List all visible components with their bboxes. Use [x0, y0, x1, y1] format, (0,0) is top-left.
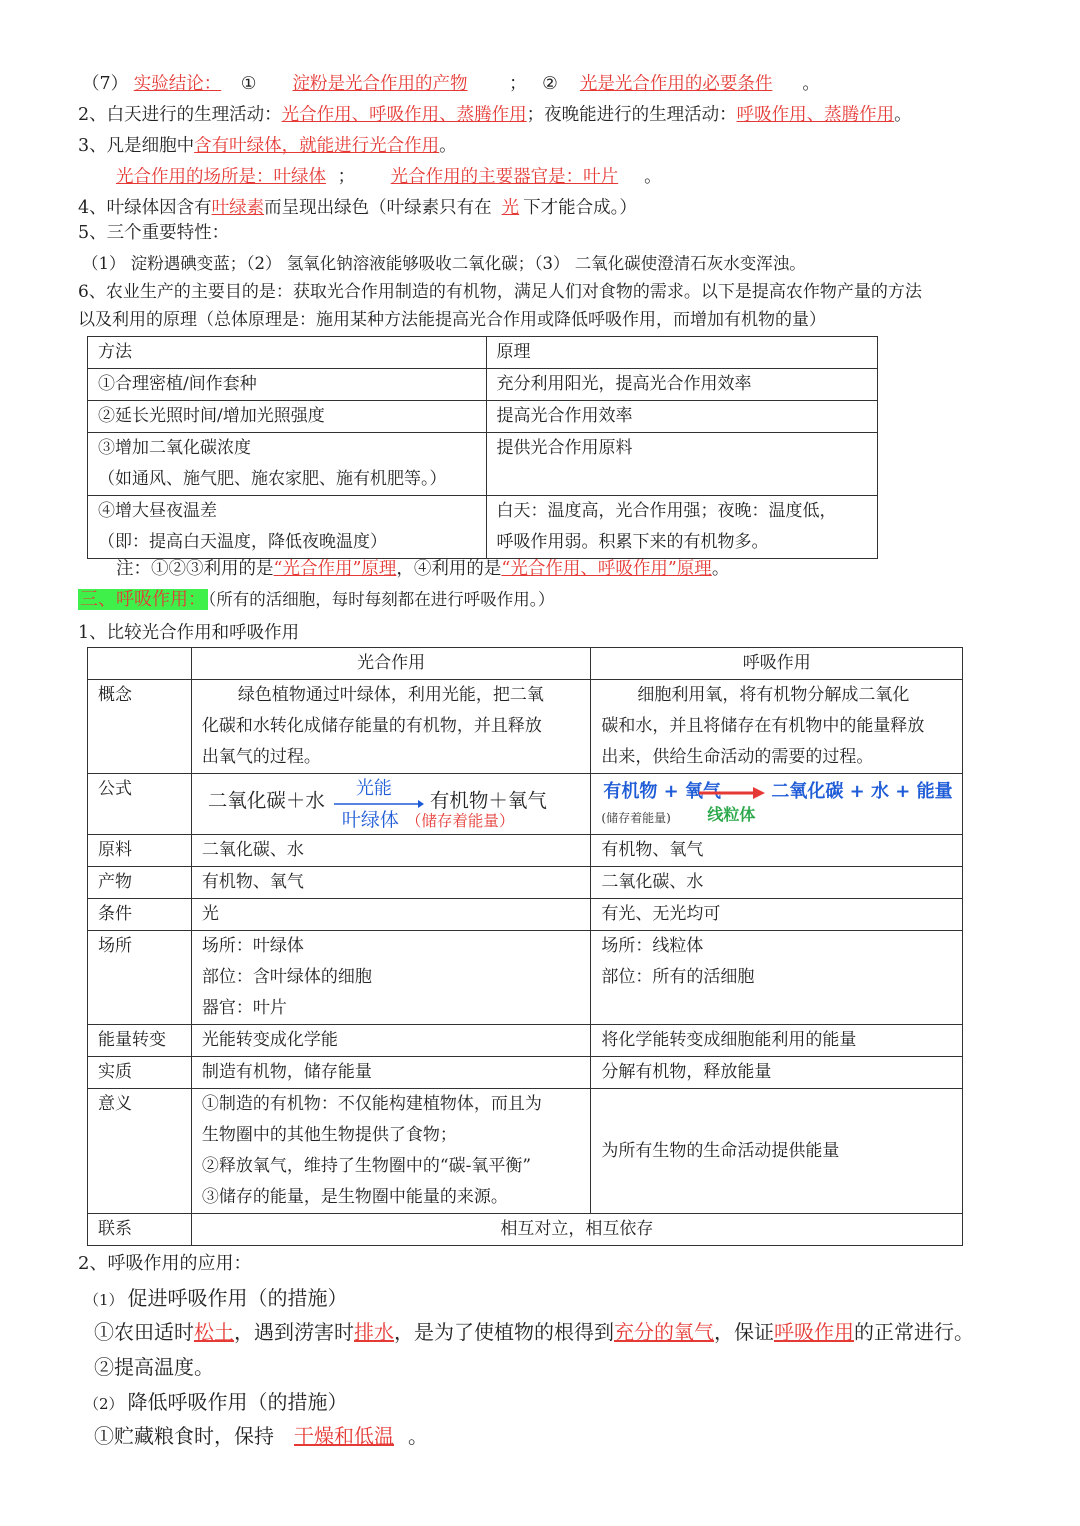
cell-line: 化碳和水转化成储存能量的有机物，并且释放 — [201, 716, 542, 736]
cell-line: 绿色植物通过叶绿体，利用光能，把二氧 — [237, 685, 544, 705]
table-row — [88, 1057, 963, 1089]
table-row — [88, 899, 963, 931]
conclusion-answer-2: 光是光合作用的必要条件 — [579, 74, 773, 94]
table-cell: 充分利用阳光，提高光合作用效率 — [486, 369, 878, 401]
note-answer-b: “光合作用、呼吸作用”原理 — [501, 559, 712, 579]
item-3-sub — [116, 165, 662, 189]
header-respiration: 呼吸作用 — [591, 648, 963, 680]
apps-part-1-num: （1） — [84, 1291, 124, 1309]
table-row — [88, 369, 878, 401]
apps-part-2-num: （2） — [84, 1395, 124, 1413]
table-cell: 二氧化碳、水 — [191, 835, 591, 867]
cell-line: ③储存的能量，是生物圈中能量的来源。 — [201, 1187, 508, 1207]
table-cell: 光 — [191, 899, 591, 931]
table-cell: ①合理密植/间作套种 — [88, 369, 487, 401]
apps-text: ，是为了使植物的根得到 — [394, 1320, 614, 1344]
formula-p-condition: 光能 — [355, 778, 392, 799]
item-4-end: 下才能合成。） — [523, 198, 637, 218]
table-cell: 为所有生物的生命活动提供能量 — [591, 1089, 963, 1214]
item-3-place: 光合作用的场所是：叶绿体 — [116, 167, 326, 187]
row-label-essence: 实质 — [88, 1057, 192, 1089]
apps-answer-oxygen: 充分的氧气 — [614, 1320, 714, 1344]
cell-line: 白天：温度高，光合作用强；夜晚：温度低， — [496, 501, 837, 521]
compare-title: 1、比较光合作用和呼吸作用 — [78, 623, 300, 643]
table-cell: 提供光合作用原料 — [486, 433, 878, 496]
row-label-energy: 能量转变 — [88, 1025, 192, 1057]
apps-text: ①贮藏粮食时，保持 — [94, 1424, 274, 1448]
cell-line: 碳和水，并且将储存在有机物中的能量释放 — [601, 716, 925, 736]
row-label-conditions: 条件 — [88, 899, 192, 931]
apps-answer-drain: 排水 — [354, 1320, 394, 1344]
item-6-text-1: 6、农业生产的主要目的是：获取光合作用制造的有机物，满足人们对食物的需求。以下是提高农作物产量的方法 — [78, 282, 922, 302]
item-2-answer-a: 光合作用、呼吸作用、蒸腾作用 — [281, 105, 527, 125]
cell-line: 细胞利用氧，将有机物分解成二氧化 — [637, 685, 910, 705]
conclusion-label: 实验结论： — [133, 74, 222, 94]
table-row — [88, 867, 963, 899]
table-cell: 分解有机物，释放能量 — [591, 1057, 963, 1089]
apps-text: ，保证 — [714, 1320, 774, 1344]
item-5-sub — [82, 252, 806, 276]
item-4-answer-a: 叶绿素 — [211, 198, 265, 218]
table-cell: 光能转变成化学能 — [191, 1025, 591, 1057]
item-3 — [78, 134, 457, 158]
conclusion-answer-1: 淀粉是光合作用的产物 — [292, 74, 468, 94]
conclusion-line — [82, 72, 820, 96]
table-row — [88, 1214, 963, 1246]
table-header-method: 方法 — [88, 337, 487, 369]
formula-p-site: 叶绿体 — [341, 809, 399, 831]
item-3-text: 3、凡是细胞中 — [78, 136, 195, 156]
table-row — [88, 931, 963, 1025]
conclusion-end: 。 — [802, 74, 820, 94]
item-4 — [78, 196, 637, 220]
header-photosynthesis: 光合作用 — [191, 648, 591, 680]
conclusion-prefix: （7） — [82, 74, 129, 94]
apps-line-1 — [94, 1319, 974, 1345]
table-row — [88, 337, 878, 369]
apps-text: 的正常进行。 — [854, 1320, 974, 1344]
note-mid: ，④利用的是 — [396, 559, 502, 579]
table-row — [88, 401, 878, 433]
cell-line: ③增加二氧化碳浓度 — [98, 438, 251, 458]
cell-line: 出氧气的过程。 — [201, 747, 321, 767]
apps-heading — [78, 1252, 251, 1276]
table-cell: 制造有机物，储存能量 — [191, 1057, 591, 1089]
table-cell — [191, 1089, 591, 1214]
item-3-organ: 光合作用的主要器官是：叶片 — [390, 167, 619, 187]
cell-line: 场所：叶绿体 — [201, 936, 304, 956]
row-label-materials: 原料 — [88, 835, 192, 867]
cell-line: 生物圈中的其他生物提供了食物； — [201, 1125, 457, 1145]
row-label-meaning: 意义 — [88, 1089, 192, 1214]
item-2-mid: ；夜晚能进行的生理活动： — [526, 105, 737, 125]
row-label-concept: 概念 — [88, 680, 192, 774]
apps-answer-respiration: 呼吸作用 — [774, 1320, 854, 1344]
item-3-sep: ； — [337, 167, 356, 187]
table-cell — [591, 931, 963, 1025]
row-label-formula: 公式 — [88, 774, 192, 835]
item-2-answer-b: 呼吸作用、蒸腾作用 — [736, 105, 895, 125]
cell-line: （如通风、施气肥、施农家肥、施有机肥等。） — [98, 469, 447, 489]
table-cell: 提高光合作用效率 — [486, 401, 878, 433]
item-5 — [78, 221, 229, 245]
item-4-text: 4、叶绿体因含有 — [78, 198, 212, 218]
cell-line: ①制造的有机物：不仅能构建植物体，而且为 — [201, 1094, 542, 1114]
apps-part-2 — [84, 1389, 348, 1417]
arrow-icon — [699, 786, 765, 800]
apps-part-1 — [84, 1285, 348, 1313]
table-cell: 有机物、氧气 — [591, 835, 963, 867]
item-6-line-2 — [78, 308, 826, 332]
table-row — [88, 433, 878, 496]
note-text: 注：①②③利用的是 — [116, 559, 274, 579]
table-cell: ②延长光照时间/增加光照强度 — [88, 401, 487, 433]
note-end: 。 — [711, 559, 730, 579]
formula-p-reactants: 二氧化碳＋水 — [207, 789, 325, 812]
item-6-text-2: 以及利用的原理（总体原理是：施用某种方法能提高光合作用或降低呼吸作用，而增加有机物的量） — [78, 310, 826, 330]
compare-heading — [78, 621, 299, 645]
item-2-end: 。 — [894, 105, 912, 125]
item-5-properties: （1） 淀粉遇碘变蓝；（2） 氢氧化钠溶液能够吸收二氧化碳；（3） 二氧化碳使澄清石灰水变浑浊。 — [82, 254, 806, 273]
table-row — [88, 835, 963, 867]
item-3-answer: 含有叶绿体，就能进行光合作用 — [194, 136, 440, 156]
cell-line: 部位：含叶绿体的细胞 — [201, 967, 372, 987]
table-cell — [191, 931, 591, 1025]
table-cell: 有光、无光均可 — [591, 899, 963, 931]
table-header-principle: 原理 — [486, 337, 878, 369]
conclusion-num-2: ② — [542, 74, 558, 94]
section-3-heading — [78, 588, 555, 612]
table-row — [88, 1089, 963, 1214]
cell-line: 器官：叶片 — [201, 998, 287, 1018]
section-3-desc: （所有的活细胞，每时每刻都在进行呼吸作用。） — [208, 590, 555, 609]
cell-line: ②释放氧气，维持了生物圈中的“碳-氧平衡” — [201, 1156, 532, 1176]
apps-text: ，遇到涝害时 — [234, 1320, 354, 1344]
formula-r-site: 线粒体 — [707, 805, 756, 824]
cell-line: （即：提高白天温度，降低夜晚温度） — [98, 532, 387, 552]
item-5-text: 5、三个重要特性： — [78, 223, 230, 243]
apps-text: ②提高温度。 — [94, 1355, 214, 1379]
table-cell: 二氧化碳、水 — [591, 867, 963, 899]
compare-table — [87, 647, 963, 1246]
apps-text: 。 — [408, 1424, 428, 1448]
item-2-text: 2、白天进行的生理活动： — [78, 105, 282, 125]
apps-line-2 — [94, 1354, 214, 1380]
apps-answer-storage: 干燥和低温 — [294, 1424, 394, 1448]
item-6-line-1 — [78, 280, 922, 304]
formula-r-note: (储存着能量) — [601, 811, 671, 825]
cell-line: 呼吸作用弱。积累下来的有机物多。 — [496, 532, 769, 552]
cell-line: 场所：线粒体 — [601, 936, 704, 956]
concept-photosynthesis — [191, 680, 591, 774]
apps-part-2-title: 降低呼吸作用（的措施） — [127, 1390, 348, 1414]
table-cell — [486, 496, 878, 559]
item-2 — [78, 103, 912, 127]
table-cell — [88, 648, 192, 680]
formula-respiration — [591, 774, 963, 835]
apps-title: 2、呼吸作用的应用： — [78, 1253, 252, 1274]
table-row — [88, 1025, 963, 1057]
formula-p-products: 有机物＋氧气 — [429, 789, 547, 812]
formula-r-products: 二氧化碳 + 水 + 能量 — [771, 781, 953, 802]
table-row — [88, 648, 963, 680]
item-4-answer-b: 光 — [501, 198, 520, 218]
apps-text: ①农田适时 — [94, 1320, 194, 1344]
cell-line: 部位：所有的活细胞 — [601, 967, 755, 987]
methods-table — [87, 336, 878, 559]
concept-respiration — [591, 680, 963, 774]
note-line — [116, 557, 729, 581]
table-cell: 相互对立，相互依存 — [191, 1214, 962, 1246]
cell-line: ④增大昼夜温差 — [98, 501, 217, 521]
apps-line-3 — [94, 1423, 428, 1449]
item-3-end2: 。 — [644, 167, 662, 187]
item-3-end: 。 — [439, 136, 457, 156]
formula-photosynthesis — [191, 774, 591, 835]
item-4-mid: 而呈现出绿色（叶绿素只有在 — [264, 198, 492, 218]
row-label-products: 产物 — [88, 867, 192, 899]
row-label-link: 联系 — [88, 1214, 192, 1246]
row-label-site: 场所 — [88, 931, 192, 1025]
table-cell: 有机物、氧气 — [191, 867, 591, 899]
table-cell — [88, 433, 487, 496]
table-row — [88, 496, 878, 559]
note-answer-a: “光合作用”原理 — [273, 559, 397, 579]
table-row — [88, 680, 963, 774]
formula-p-note: （储存着能量） — [405, 812, 515, 830]
table-row — [88, 774, 963, 835]
table-cell: 将化学能转变成细胞能利用的能量 — [591, 1025, 963, 1057]
table-cell — [88, 496, 487, 559]
conclusion-sep: ； — [509, 74, 527, 94]
section-3-title: 三、呼吸作用： — [80, 589, 206, 610]
conclusion-num-1: ① — [240, 74, 257, 94]
formula-r-reactants: 有机物 + 氧气 — [603, 781, 722, 802]
apps-answer-loosen: 松土 — [194, 1320, 234, 1344]
cell-line: 出来，供给生命活动的需要的过程。 — [601, 747, 874, 767]
apps-part-1-title: 促进呼吸作用（的措施） — [127, 1286, 348, 1310]
